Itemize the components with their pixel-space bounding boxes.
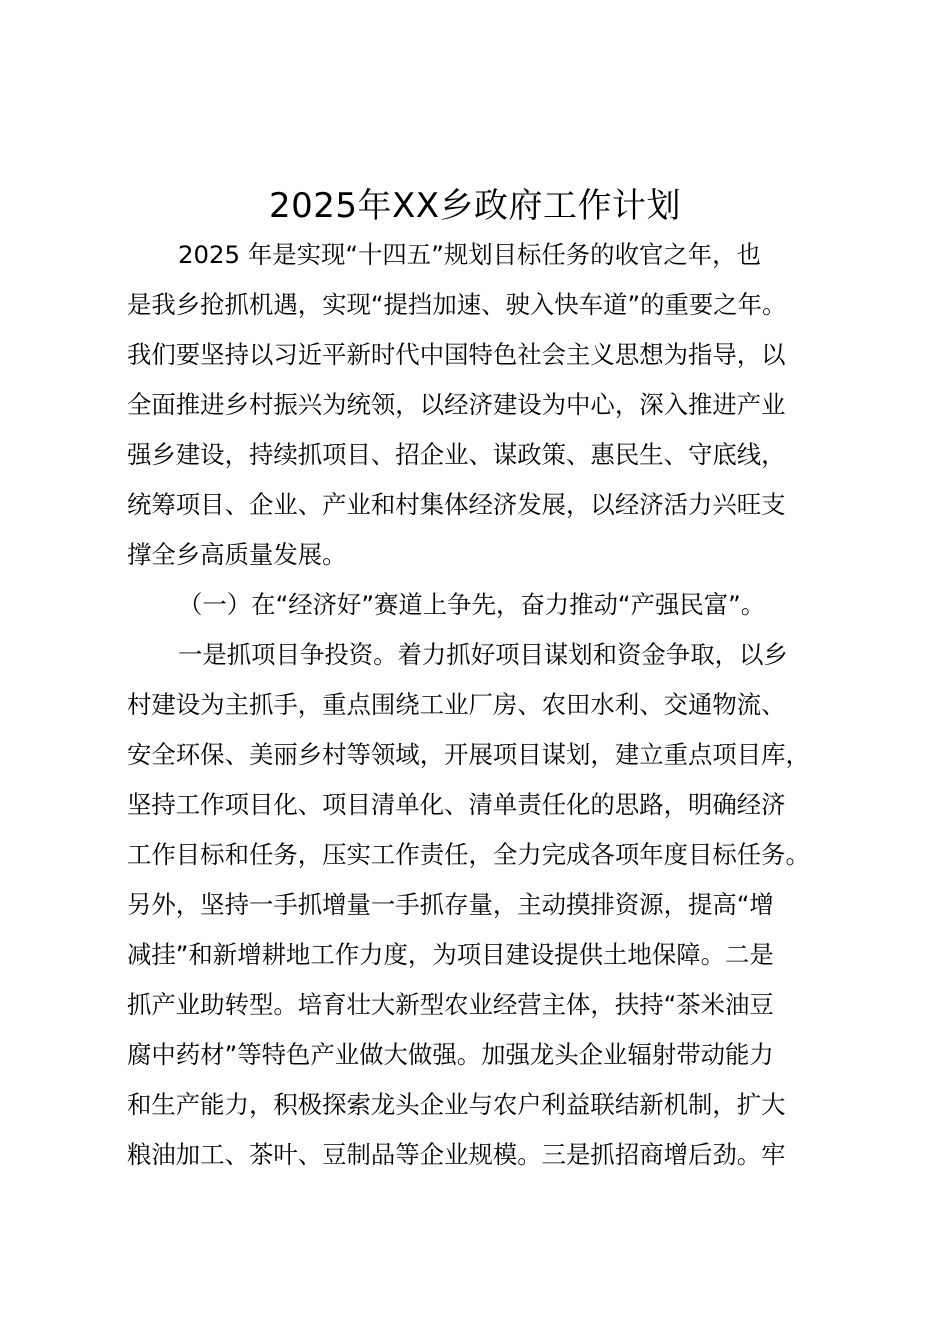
- paragraph-line: 腐中药材”等特色产业做大做强。加强龙头企业辐射带动能力: [127, 1040, 774, 1069]
- paragraph-line: 撑全乡高质量发展。: [127, 540, 347, 569]
- paragraph-line: 减挂”和新增耕地工作力度，为项目建设提供土地保障。二是: [127, 940, 774, 969]
- paragraph-line: 抓产业助转型。培育壮大新型农业经营主体，扶持“茶米油豆: [127, 990, 774, 1019]
- paragraph-line: 安全环保、美丽乡村等领域，开展项目谋划，建立重点项目库，: [127, 740, 810, 769]
- paragraph-line: 强乡建设，持续抓项目、招企业、谋政策、惠民生、守底线，: [127, 440, 786, 469]
- paragraph-line: 坚持工作项目化、项目清单化、清单责任化的思路，明确经济: [127, 790, 786, 819]
- paragraph-line: 统筹项目、企业、产业和村集体经济发展，以经济活力兴旺支: [127, 490, 786, 519]
- paragraph-line: 我们要坚持以习近平新时代中国特色社会主义思想为指导，以: [127, 340, 786, 369]
- paragraph-line: 一是抓项目争投资。着力抓好项目谋划和资金争取，以乡: [178, 640, 788, 669]
- paragraph-line: 另外，坚持一手抓增量一手抓存量，主动摸排资源，提高“增: [127, 890, 774, 919]
- paragraph-line: 是我乡抢抓机遇，实现“提挡加速、驶入快车道”的重要之年。: [127, 290, 787, 319]
- paragraph-line: 和生产能力，积极探索龙头企业与农户利益联结新机制，扩大: [127, 1090, 786, 1119]
- paragraph-line: 村建设为主抓手，重点围绕工业厂房、农田水利、交通物流、: [127, 690, 786, 719]
- paragraph-line: 全面推进乡村振兴为统领，以经济建设为中心，深入推进产业: [127, 390, 786, 419]
- paragraph-line: 2025 年是实现“十四五”规划目标任务的收官之年，也: [178, 240, 761, 269]
- document-title: 2025年XX乡政府工作计划: [268, 186, 682, 226]
- paragraph-line: 工作目标和任务，压实工作责任，全力完成各项年度目标任务。: [127, 840, 810, 869]
- paragraph-line: 粮油加工、茶叶、豆制品等企业规模。三是抓招商增后劲。牢: [127, 1140, 786, 1169]
- section-heading: （一）在“经济好”赛道上争先，奋力推动“产强民富”。: [178, 590, 766, 619]
